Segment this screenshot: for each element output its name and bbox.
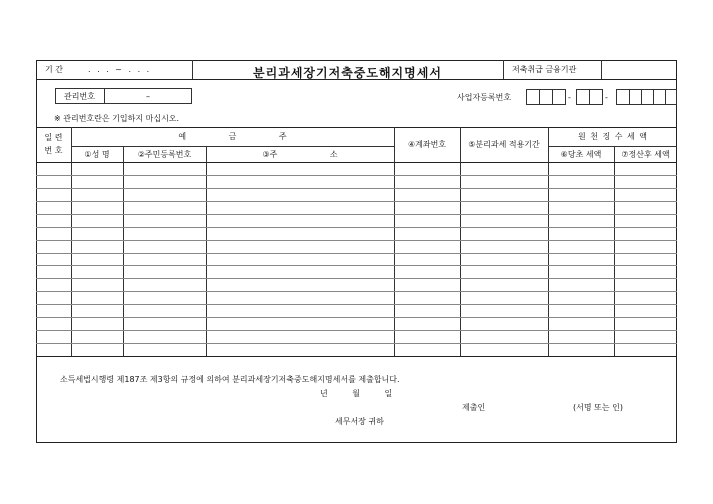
table-header-bottom [36, 162, 677, 163]
col-line [71, 127, 72, 356]
table-top-border [36, 127, 677, 128]
col-account: ④계좌번호 [407, 140, 447, 149]
table-row-line [36, 343, 677, 344]
biz-reg-part1-cell [552, 89, 553, 105]
submission-date[interactable]: 년 월 일 [320, 389, 393, 398]
col-line [460, 127, 461, 356]
biz-reg-part3-cell [665, 89, 666, 105]
period-value[interactable]: . . . ~ . . . [88, 65, 152, 74]
submitter-label: 제출인 [462, 403, 486, 412]
table-row-line [36, 227, 677, 228]
table-row-line [36, 304, 677, 305]
col-line [548, 127, 549, 356]
biz-reg-part3-cell [653, 89, 654, 105]
table-row-line [36, 317, 677, 318]
withholding-header: 원 천 징 수 세 액 [577, 132, 648, 141]
col-rrn: ②주민등록번호 [137, 150, 192, 159]
table-row-line [36, 175, 677, 176]
col-line [206, 146, 207, 356]
biz-reg-sep-2: - [605, 93, 608, 102]
mgmt-number-label: 관리번호 [64, 92, 95, 101]
table-row-line [36, 265, 677, 266]
table-row-line [36, 188, 677, 189]
table-bottom-border [36, 356, 677, 357]
serial-header-2: 번 호 [44, 146, 63, 155]
header-sep-2 [503, 60, 504, 79]
biz-reg-label: 사업자등록번호 [457, 93, 512, 102]
col-period: ⑤분리과세 적용기간 [468, 140, 540, 149]
withholding-subheader-line [548, 146, 677, 147]
mgmt-note: ※ 관리번호란은 기입하지 마십시오. [54, 114, 180, 123]
submission-statement: 소득세법시행령 제187조 제3항의 규정에 의하여 분리과세장기저축중도해지명세서를 제출합니다. [60, 375, 400, 384]
table-row-line [36, 214, 677, 215]
header-sep-3 [601, 60, 602, 79]
biz-reg-part3-cell [629, 89, 630, 105]
depositor-header: 예 금 주 [178, 132, 287, 141]
depositor-subheader-line [71, 146, 394, 147]
form-title: 분리과세장기저축중도해지명세서 [253, 66, 442, 80]
table-row-line [36, 201, 677, 202]
col-initial-tax: ⑥당초 세액 [560, 150, 602, 159]
table-row-line [36, 291, 677, 292]
biz-reg-part3-cell [641, 89, 642, 105]
table-row-line [36, 330, 677, 331]
table-row-line [36, 240, 677, 241]
table-row-line [36, 253, 677, 254]
biz-reg-part2-cell [589, 89, 590, 105]
biz-reg-part1[interactable] [526, 89, 566, 105]
col-settled-tax: ⑦정산후 세액 [621, 150, 670, 159]
period-label: 기 간 [45, 65, 63, 74]
serial-header-1: 일 련 [44, 133, 63, 142]
signature-label[interactable]: (서명 또는 인) [573, 403, 623, 412]
addressee: 세무서장 귀하 [335, 417, 384, 426]
col-line [614, 146, 615, 356]
biz-reg-part1-cell [539, 89, 540, 105]
biz-reg-part3[interactable] [616, 89, 677, 105]
col-address: ③주 소 [262, 150, 338, 159]
biz-reg-sep-1: - [568, 93, 571, 102]
col-line [123, 146, 124, 356]
institution-label: 저축취급 금융기관 [512, 65, 577, 74]
col-name: ①성 명 [84, 150, 110, 159]
col-line [394, 127, 395, 356]
mgmt-number-field[interactable]: – [146, 92, 150, 101]
table-row-line [36, 278, 677, 279]
